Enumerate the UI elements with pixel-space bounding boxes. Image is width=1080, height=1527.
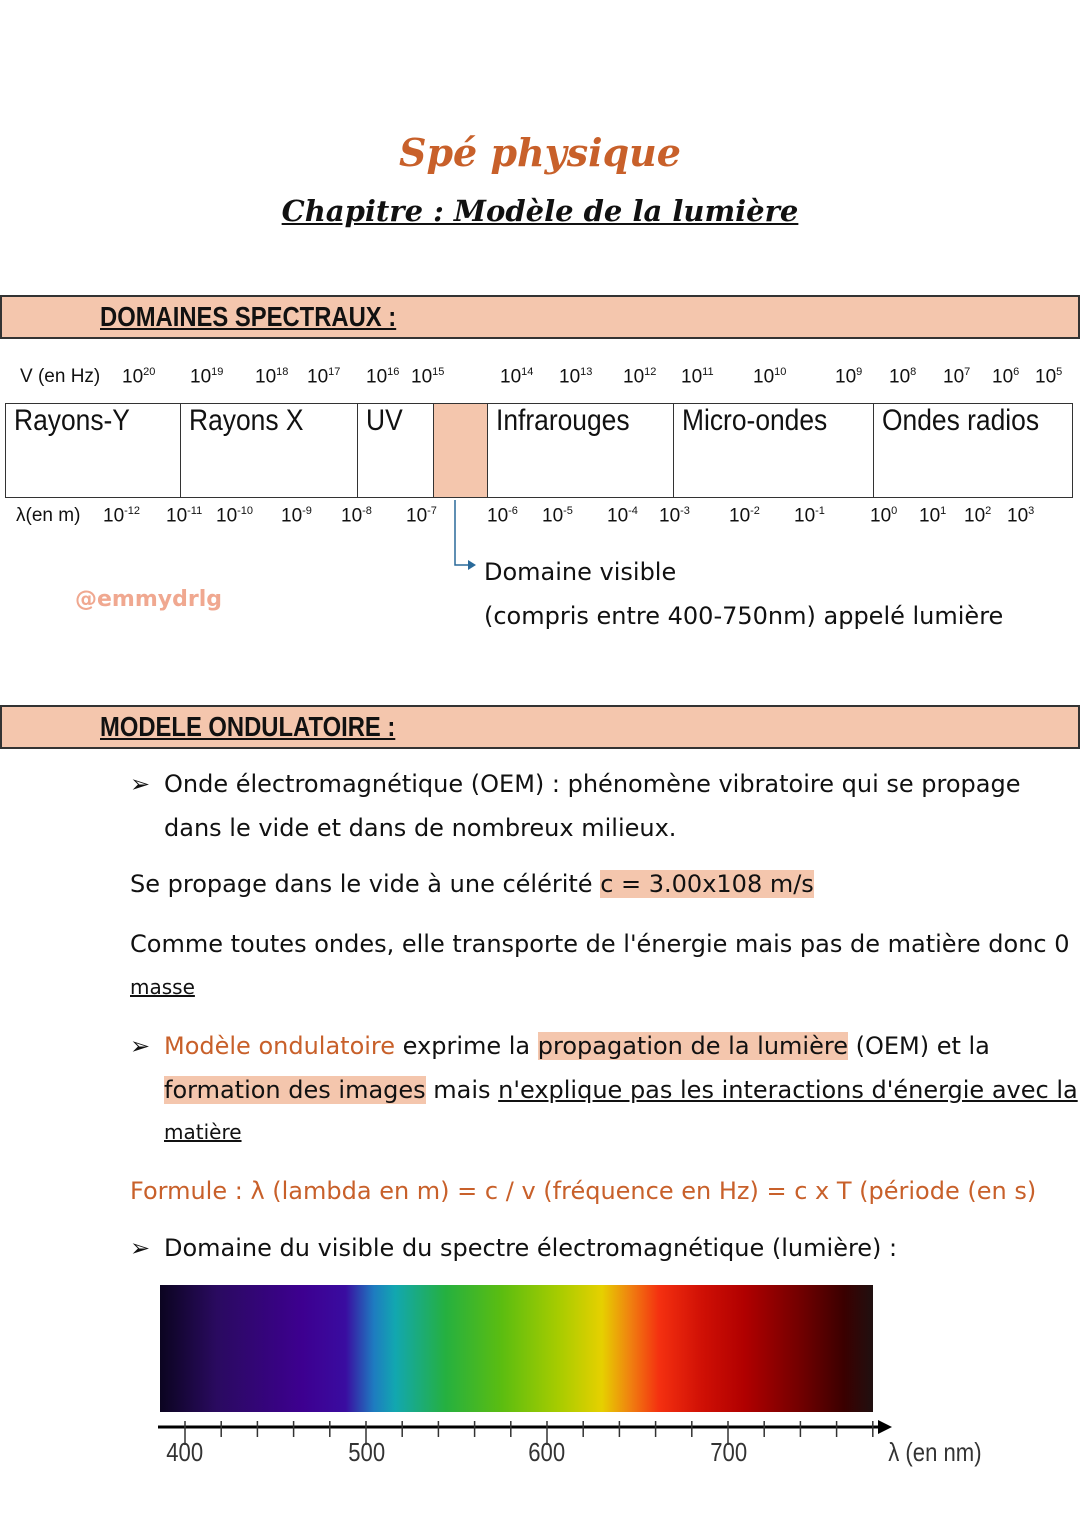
axis-tick-label: 500 [348, 1437, 386, 1467]
freq-tick: $10^{11}$ [681, 366, 714, 388]
domain-visible [434, 404, 488, 497]
freq-label: V (en Hz) [20, 366, 101, 387]
wave-model-text: Modèle ondulatoire exprime la propagation de la lumière (OEM) et la [164, 1032, 990, 1060]
section-header-domaines [0, 295, 1080, 339]
freq-tick: $10^9$ [835, 366, 863, 388]
visible-description: (compris entre 400-750nm) appelé lumière [484, 602, 1004, 630]
freq-tick: $10^{20}$ [122, 366, 156, 388]
freq-tick: $10^6$ [992, 366, 1020, 388]
wavelength-tick: $10^{-2}$ [729, 505, 760, 527]
wavelength-tick: $10^2$ [964, 505, 992, 527]
section-heading: DOMAINES SPECTRAUX : [100, 301, 397, 332]
freq-tick: $10^{14}$ [500, 366, 534, 388]
freq-tick: $10^{16}$ [366, 366, 400, 388]
watermark: @emmydrlg [75, 587, 222, 612]
oem-definition: Onde électromagnétique (OEM) : phénomène vibratoire qui se propage [164, 770, 1021, 798]
wavelength-tick: $10^{-11}$ [166, 505, 203, 527]
section-header-ondulatoire [0, 705, 1080, 749]
domain-xray: Rayons X [181, 404, 358, 497]
wavelength-tick: $10^{-4}$ [607, 505, 638, 527]
bullet-icon: ➢ [130, 1234, 151, 1262]
freq-tick: $10^{18}$ [255, 366, 289, 388]
wavelength-tick: $10^{-3}$ [659, 505, 690, 527]
wavelength-tick: $10^{-6}$ [487, 505, 518, 527]
visible-title: Domaine visible [484, 558, 677, 586]
visible-arrow-icon [440, 498, 490, 573]
domain-gamma: Rayons-Y [6, 404, 181, 497]
wave-model-text-end: matière [164, 1120, 242, 1144]
energy-text: Comme toutes ondes, elle transporte de l'énergie mais pas de matière donc 0 [130, 930, 1070, 958]
domain-microwave: Micro-ondes [674, 404, 874, 497]
wavelength-tick: $10^{-5}$ [542, 505, 573, 527]
domain-radio: Ondes radios [882, 404, 1040, 437]
domain-infrared: Infrarouges [488, 404, 674, 497]
freq-tick: $10^{12}$ [623, 366, 657, 388]
celerity-value: c = 3.00x108 m/s [600, 870, 814, 898]
freq-tick: $10^{13}$ [559, 366, 593, 388]
wave-model-text-cont: formation des images mais n'explique pas les interactions d'énergie avec la [164, 1076, 1078, 1104]
wavelength-tick: $10^0$ [870, 505, 898, 527]
wavelength-tick: $10^{-1}$ [794, 505, 825, 527]
freq-tick: $10^5$ [1035, 366, 1063, 388]
wavelength-tick: $10^{-10}$ [216, 505, 254, 527]
axis-tick-label: 700 [710, 1437, 748, 1467]
wavelength-tick: $10^1$ [919, 505, 947, 527]
wavelength-tick: $10^{-12}$ [103, 505, 141, 527]
spectral-domains-table [5, 403, 1073, 498]
domain-uv: UV [358, 404, 434, 497]
wavelength-label: λ(en m) [16, 505, 81, 526]
freq-tick: $10^8$ [889, 366, 917, 388]
wavelength-tick: $10^{-9}$ [281, 505, 312, 527]
section-heading: MODELE ONDULATOIRE : [100, 711, 396, 742]
freq-tick: $10^{15}$ [411, 366, 445, 388]
axis-title: λ (en nm) [888, 1437, 982, 1467]
wavelength-tick: $10^3$ [1007, 505, 1035, 527]
oem-definition-cont: dans le vide et dans de nombreux milieux. [164, 814, 677, 842]
page-title: Spé physique [399, 130, 681, 175]
visible-domain-heading: Domaine du visible du spectre électromagnétique (lumière) : [164, 1234, 898, 1262]
energy-text-cont: masse [130, 975, 195, 999]
freq-tick: $10^{10}$ [753, 366, 787, 388]
axis-tick-label: 400 [166, 1437, 204, 1467]
freq-tick: $10^{17}$ [307, 366, 341, 388]
wavelength-axis [150, 1415, 1000, 1465]
bullet-icon: ➢ [130, 770, 151, 798]
wavelength-tick: $10^{-8}$ [341, 505, 372, 527]
bullet-icon: ➢ [130, 1032, 151, 1060]
wavelength-tick: $10^{-7}$ [406, 505, 437, 527]
axis-tick-label: 600 [528, 1437, 566, 1467]
chapter-subtitle: Chapitre : Modèle de la lumière [281, 194, 799, 228]
freq-tick: $10^7$ [943, 366, 971, 388]
celerity-text: Se propage dans le vide à une célérité c = 3.00x108 m/s [130, 870, 814, 898]
formula: Formule : λ (lambda en m) = c / v (fréquence en Hz) = c x T (période (en s) [130, 1177, 1037, 1205]
visible-spectrum-image [160, 1285, 873, 1412]
freq-tick: $10^{19}$ [190, 366, 224, 388]
